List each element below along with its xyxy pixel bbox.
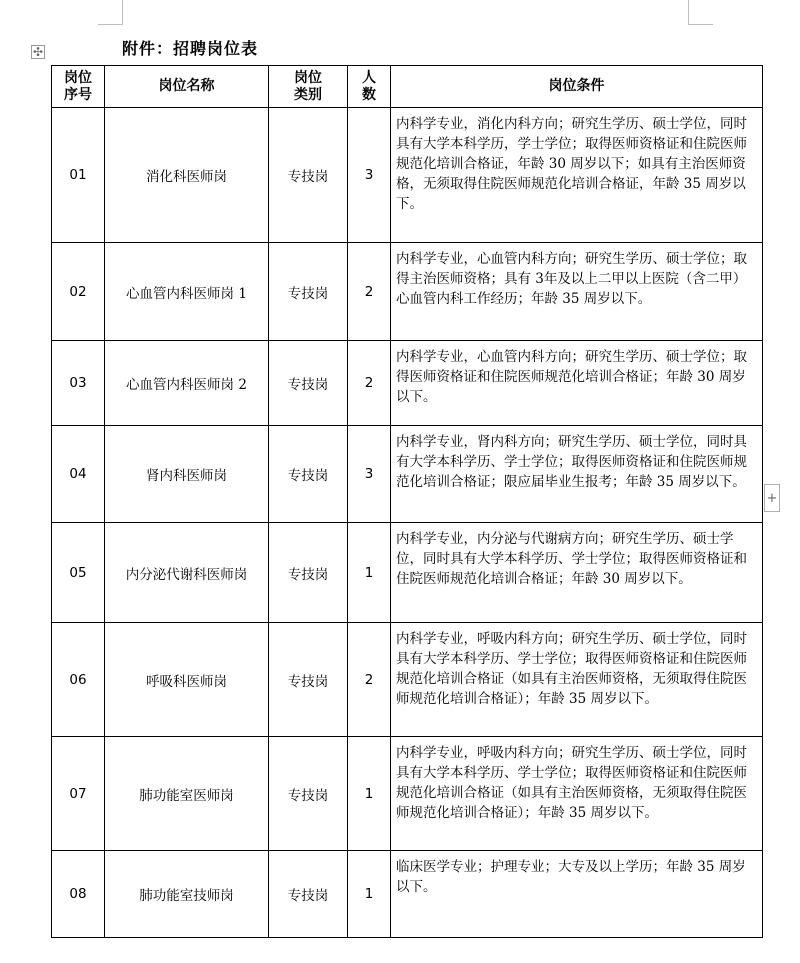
cell-count: 1 <box>348 737 391 851</box>
cell-conditions: 内科学专业，心血管内科方向；研究生学历、硕士学位；取得医师资格证和住院医师规范化培训合格证；年龄 30 周岁以下。 <box>391 341 763 426</box>
table-row <box>52 623 763 737</box>
cell-conditions: 内科学专业，消化内科方向；研究生学历、硕士学位，同时具有大学本科学历，学士学位；取得医师资格证和住院医师规范化培训合格证，年龄 30 周岁以下；如具有主治医师资格，无须取得住院医师规范化培训合格证，年龄 35 周岁以下。 <box>391 108 763 243</box>
table-row <box>52 737 763 851</box>
cell-category: 专技岗 <box>269 623 348 737</box>
header-category: 岗位 类别 <box>269 66 348 108</box>
table-row <box>52 243 763 341</box>
cell-conditions: 内科学专业，呼吸内科方向；研究生学历、硕士学位，同时具有大学本科学历、学士学位；取得医师资格证和住院医师规范化培训合格证（如具有主治医师资格，无须取得住院医师规范化培训合格证）；年龄 35 周岁以下。 <box>391 737 763 851</box>
header-conditions: 岗位条件 <box>391 66 763 108</box>
header-name: 岗位名称 <box>105 66 269 108</box>
margin-guide-right-horizontal <box>688 24 713 25</box>
cell-seq: 02 <box>52 243 105 341</box>
cell-category: 专技岗 <box>269 341 348 426</box>
table-row <box>52 108 763 243</box>
cell-name: 心血管内科医师岗 1 <box>105 243 269 341</box>
margin-guide-right-vertical <box>688 0 689 24</box>
table-row <box>52 341 763 426</box>
cell-category: 专技岗 <box>269 523 348 623</box>
header-count: 人 数 <box>348 66 391 108</box>
cell-category: 专技岗 <box>269 737 348 851</box>
cell-name: 肺功能室医师岗 <box>105 737 269 851</box>
cell-conditions: 内科学专业，内分泌与代谢病方向；研究生学历、硕士学位，同时具有大学本科学历、学士学位；取得医师资格证和住院医师规范化培训合格证；年龄 30 周岁以下。 <box>391 523 763 623</box>
cell-count: 2 <box>348 341 391 426</box>
table-move-handle-icon[interactable]: ✣ <box>32 45 44 59</box>
cell-name: 呼吸科医师岗 <box>105 623 269 737</box>
cell-seq: 05 <box>52 523 105 623</box>
cell-name: 肾内科医师岗 <box>105 426 269 523</box>
cell-conditions: 内科学专业，心血管内科方向；研究生学历、硕士学位；取得主治医师资格；具有 3年及以上二甲以上医院（含二甲）心血管内科工作经历；年龄 35 周岁以下。 <box>391 243 763 341</box>
table-row <box>52 523 763 623</box>
cell-seq: 06 <box>52 623 105 737</box>
header-seq: 岗位 序号 <box>52 66 105 108</box>
cell-conditions: 临床医学专业；护理专业；大专及以上学历；年龄 35 周岁以下。 <box>391 851 763 938</box>
cell-seq: 08 <box>52 851 105 938</box>
cell-count: 2 <box>348 623 391 737</box>
cell-category: 专技岗 <box>269 243 348 341</box>
cell-category: 专技岗 <box>269 426 348 523</box>
table-header-row <box>52 66 763 108</box>
cell-name: 肺功能室技师岗 <box>105 851 269 938</box>
cell-name: 消化科医师岗 <box>105 108 269 243</box>
cell-category: 专技岗 <box>269 108 348 243</box>
table-row <box>52 851 763 938</box>
cell-count: 2 <box>348 243 391 341</box>
table-row <box>52 426 763 523</box>
cell-count: 1 <box>348 523 391 623</box>
cell-seq: 03 <box>52 341 105 426</box>
cell-count: 3 <box>348 108 391 243</box>
margin-guide-left-vertical <box>122 0 123 24</box>
cell-name: 内分泌代谢科医师岗 <box>105 523 269 623</box>
cell-count: 1 <box>348 851 391 938</box>
add-column-icon[interactable]: + <box>764 484 780 512</box>
cell-category: 专技岗 <box>269 851 348 938</box>
document-title: 附件：招聘岗位表 <box>122 39 259 58</box>
cell-seq: 04 <box>52 426 105 523</box>
cell-count: 3 <box>348 426 391 523</box>
cell-name: 心血管内科医师岗 2 <box>105 341 269 426</box>
cell-conditions: 内科学专业，肾内科方向；研究生学历、硕士学位，同时具有大学本科学历、学士学位；取得医师资格证和住院医师规范化培训合格证；限应届毕业生报考；年龄 35 周岁以下。 <box>391 426 763 523</box>
recruitment-positions-table <box>51 65 763 938</box>
cell-seq: 07 <box>52 737 105 851</box>
cell-seq: 01 <box>52 108 105 243</box>
margin-guide-left-horizontal <box>98 24 123 25</box>
cell-conditions: 内科学专业，呼吸内科方向；研究生学历、硕士学位，同时具有大学本科学历、学士学位；取得医师资格证和住院医师规范化培训合格证（如具有主治医师资格，无须取得住院医师规范化培训合格证）；年龄 35 周岁以下。 <box>391 623 763 737</box>
